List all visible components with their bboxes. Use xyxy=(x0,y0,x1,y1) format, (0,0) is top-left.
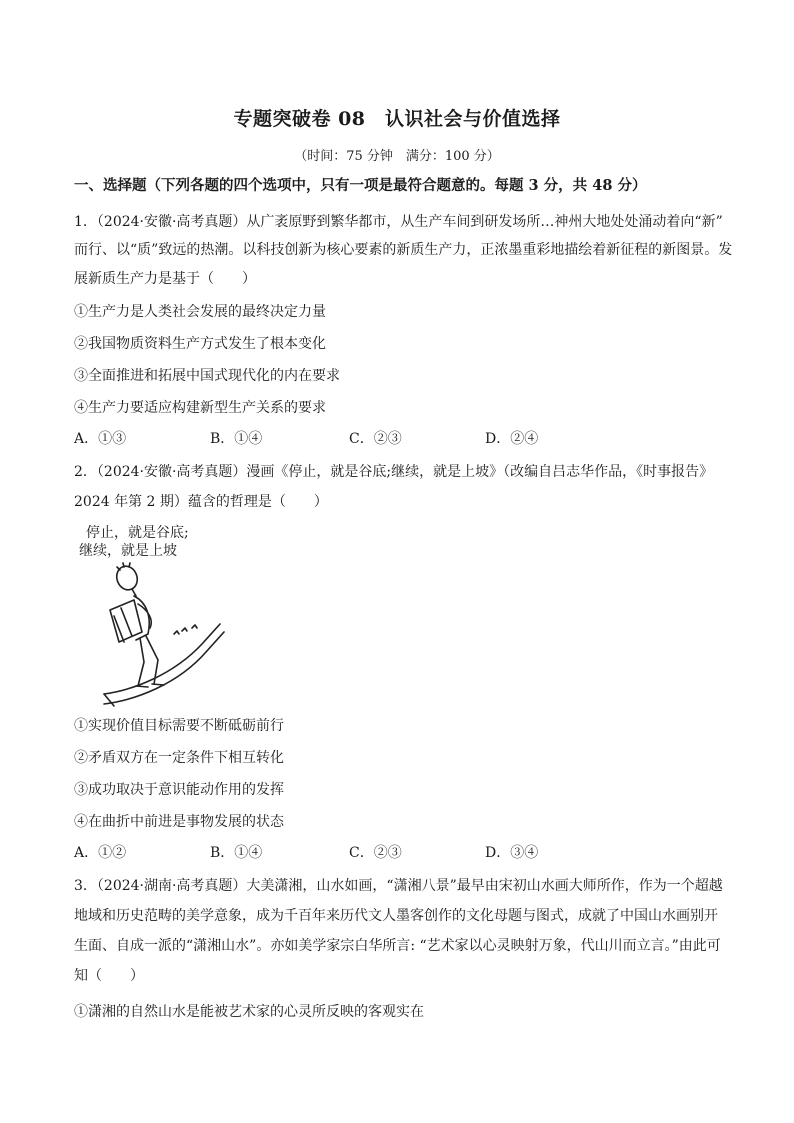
q2-stem-line: 2．（2024·安徽·高考真题）漫画《停止，就是谷底;继续，就是上坡》（改编自吕志华作品，《时事报告》 xyxy=(74,464,714,480)
q2-option-d[interactable]: D．③④ xyxy=(485,845,539,861)
cartoon-caption-line: 继续，就是上坡 xyxy=(79,543,177,559)
q3-stem-line: 生面、自成一派的“潇湘山水”。亦如美学家宗白华所言: “艺术家以心灵映射万象，代山川而立言。”由此可 xyxy=(74,938,721,954)
q1-option-c[interactable]: C．②③ xyxy=(349,431,402,447)
q1-option-b[interactable]: B．①④ xyxy=(210,431,263,447)
q2-item: ①实现价值目标需要不断砥砺前行 xyxy=(74,718,284,734)
q2-item: ④在曲折中前进是事物发展的状态 xyxy=(74,814,284,830)
q1-options xyxy=(74,429,674,449)
q3-stem-line: 3．（2024·湖南·高考真题）大美潇湘，山水如画，“潇湘八景”最早由宋初山水画大师所作，作为一个超越 xyxy=(74,878,723,894)
climbing-man-drawing xyxy=(74,524,234,712)
q2-option-a[interactable]: A．①② xyxy=(74,845,127,861)
q2-item: ③成功取决于意识能动作用的发挥 xyxy=(74,782,284,798)
q2-options xyxy=(74,843,674,863)
page-title: 专题突破卷 08 认识社会与价值选择 xyxy=(233,108,561,130)
section-heading: 一、选择题（下列各题的四个选项中，只有一项是最符合题意的。每题 3 分，共 48 分） xyxy=(74,177,647,194)
q3-stem-line: 知（ ） xyxy=(74,968,144,984)
q1-option-a[interactable]: A．①③ xyxy=(74,431,127,447)
q2-option-c[interactable]: C．②③ xyxy=(349,845,402,861)
q3-item: ①潇湘的自然山水是能被艺术家的心灵所反映的客观实在 xyxy=(74,1004,424,1020)
q1-item: ②我国物质资料生产方式发生了根本变化 xyxy=(74,336,326,352)
q1-stem-line: 展新质生产力是基于（ ） xyxy=(74,271,256,287)
q2-option-b[interactable]: B．①④ xyxy=(210,845,263,861)
q1-item: ①生产力是人类社会发展的最终决定力量 xyxy=(74,304,326,320)
q3-stem-line: 地域和历史范畴的美学意象，成为千百年来历代文人墨客创作的文化母题与图式，成就了中国山水画别开 xyxy=(74,908,718,924)
q2-item: ②矛盾双方在一定条件下相互转化 xyxy=(74,750,284,766)
cartoon-caption-line: 停止，就是谷底; xyxy=(86,525,189,541)
cartoon-illustration xyxy=(74,524,234,712)
q2-stem-line: 2024 年第 2 期）蕴含的哲理是（ ） xyxy=(74,494,328,510)
q1-option-d[interactable]: D．②④ xyxy=(485,431,539,447)
q1-item: ③全面推进和拓展中国式现代化的内在要求 xyxy=(74,368,340,384)
q1-stem-line: 1．（2024·安徽·高考真题）从广袤原野到繁华都市，从生产车间到研发场所…神州大地处处涌动着向“新” xyxy=(74,214,723,230)
q1-stem-line: 而行、以“质”致远的热潮。以科技创新为核心要素的新质生产力，正浓墨重彩地描绘着新征程的新图景。发 xyxy=(74,242,733,258)
q1-item: ④生产力要适应构建新型生产关系的要求 xyxy=(74,400,326,416)
exam-time-info: （时间：75 分钟 满分：100 分） xyxy=(294,149,500,164)
